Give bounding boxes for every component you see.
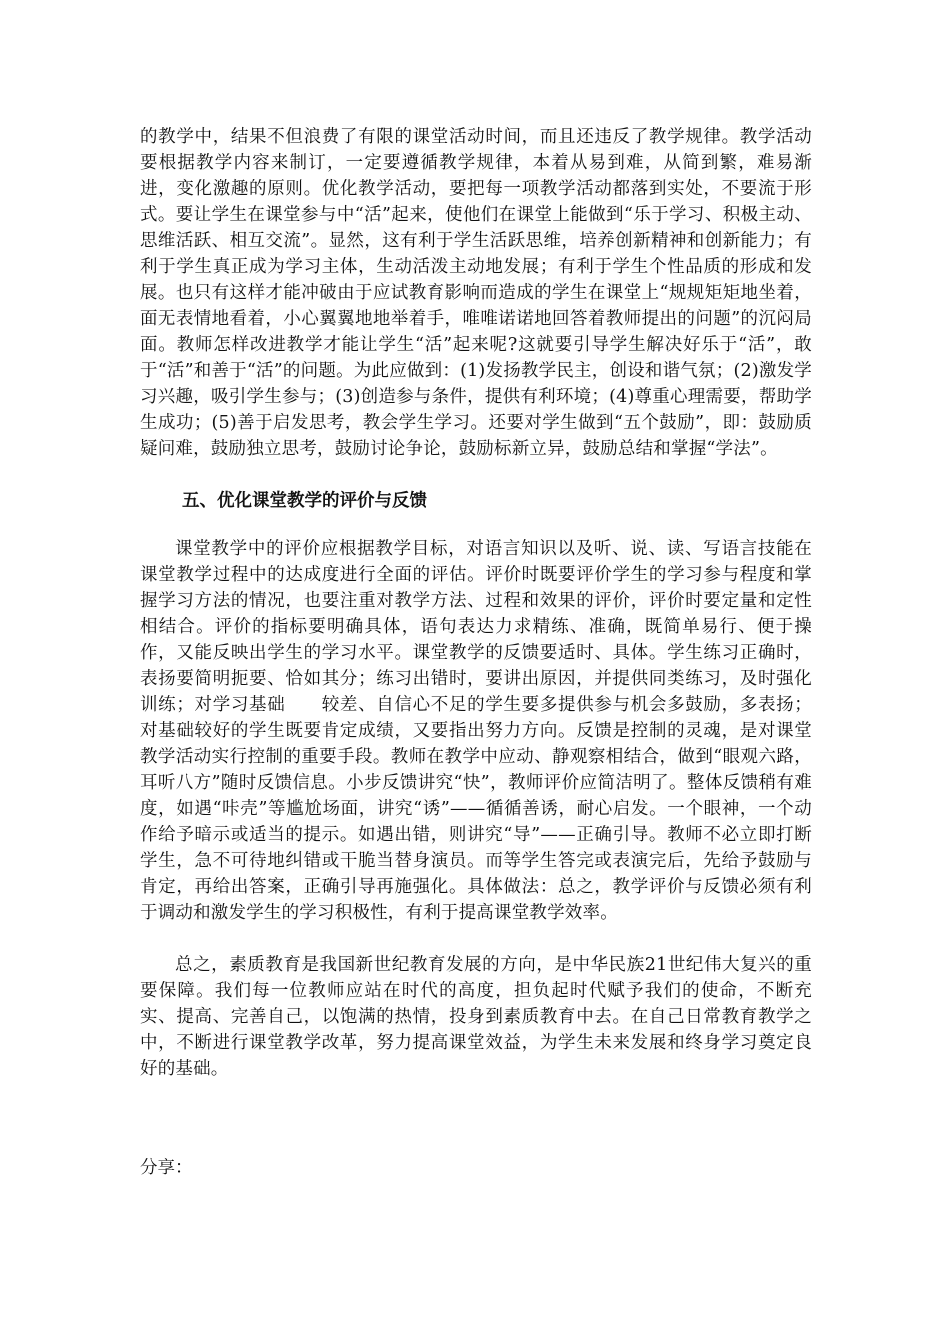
document-body (140, 124, 812, 1178)
share-label[interactable]: 分享： (140, 1158, 193, 1178)
paragraph-evaluation: 课堂教学中的评价应根据教学目标，对语言知识以及听、说、读、写语言技能在课堂教学过程中的达成度进行全面的评估。评价时既要评价学生的学习参与程度和掌握学习方法的情况，也要注重对教学方法、过程和效果的评价，评价时要定量和定性相结合。评价的指标要明确具体，语句表达力求精练、准确，既简单易行、便于操作，又能反映出学生的学习水平。课堂教学的反馈要适时、具体。学生练习正确时，表扬要简明扼要、恰如其分；练习出错时，要讲出原因，并提供同类练习，及时强化训练；对学习基础 较差、自信心不足的学生要多提供参与机会多鼓励，多表扬；对基础较好的学生既要肯定成绩，又要指出努力方向。反馈是控制的灵魂，是对课堂教学活动实行控制的重要手段。教师在教学中应动、静观察相结合，做到“眼观六路，耳听八方”随时反馈信息。小步反馈讲究“快”，教师评价应简洁明了。整体反馈稍有难度，如遇“咔壳”等尴尬场面，讲究“诱”——循循善诱，耐心启发。一个眼神，一个动作给予暗示或适当的提示。如遇出错，则讲究“导”——正确引导。教师不必立即打断学生，急不可待地纠错或干脆当替身演员。而等学生答完或表演完后，先给予鼓励与肯定，再给出答案，正确引导再施强化。具体做法：总之，教学评价与反馈必须有利于调动和激发学生的学习积极性，有利于提高课堂教学效率。 (140, 539, 812, 923)
section-heading: 五、优化课堂教学的评价与反馈 (182, 491, 427, 511)
paragraph-conclusion: 总之，素质教育是我国新世纪教育发展的方向，是中华民族21世纪伟大复兴的重要保障。我们每一位教师应站在时代的高度，担负起时代赋予我们的使命，不断充实、提高、完善自己，以饱满的热情，投身到素质教育中去。在自己日常教育教学之中，不断进行课堂教学改革，努力提高课堂效益，为学生未来发展和终身学习奠定良好的基础。 (140, 955, 812, 1079)
paragraph-continued: 的教学中，结果不但浪费了有限的课堂活动时间，而且还违反了教学规律。教学活动要根据教学内容来制订，一定要遵循教学规律，本着从易到难，从简到繁，难易渐进，变化激趣的原则。优化教学活动，要把每一项教学活动都落到实处，不要流于形式。要让学生在课堂参与中“活”起来，使他们在课堂上能做到“乐于学习、积极主动、思维活跃、相互交流”。显然，这有利于学生活跃思维，培养创新精神和创新能力；有利于学生真正成为学习主体，生动活泼主动地发展；有利于学生个性品质的形成和发展。也只有这样才能冲破由于应试教育影响而造成的学生在课堂上“规规矩矩地坐着，面无表情地看着，小心翼翼地地举着手，唯唯诺诺地回答着教师提出的问题”的沉闷局面。教师怎样改进教学才能让学生“活”起来呢?这就要引导学生解决好乐于“活”，敢于“活”和善于“活”的问题。为此应做到：(1)发扬教学民主，创设和谐气氛；(2)激发学习兴趣，吸引学生参与；(3)创造参与条件，提供有利环境；(4)尊重心理需要，帮助学生成功；(5)善于启发思考，教会学生学习。还要对学生做到“五个鼓励”，即：鼓励质疑问难，鼓励独立思考，鼓励讨论争论，鼓励标新立异，鼓励总结和掌握“学法”。 (140, 127, 812, 459)
